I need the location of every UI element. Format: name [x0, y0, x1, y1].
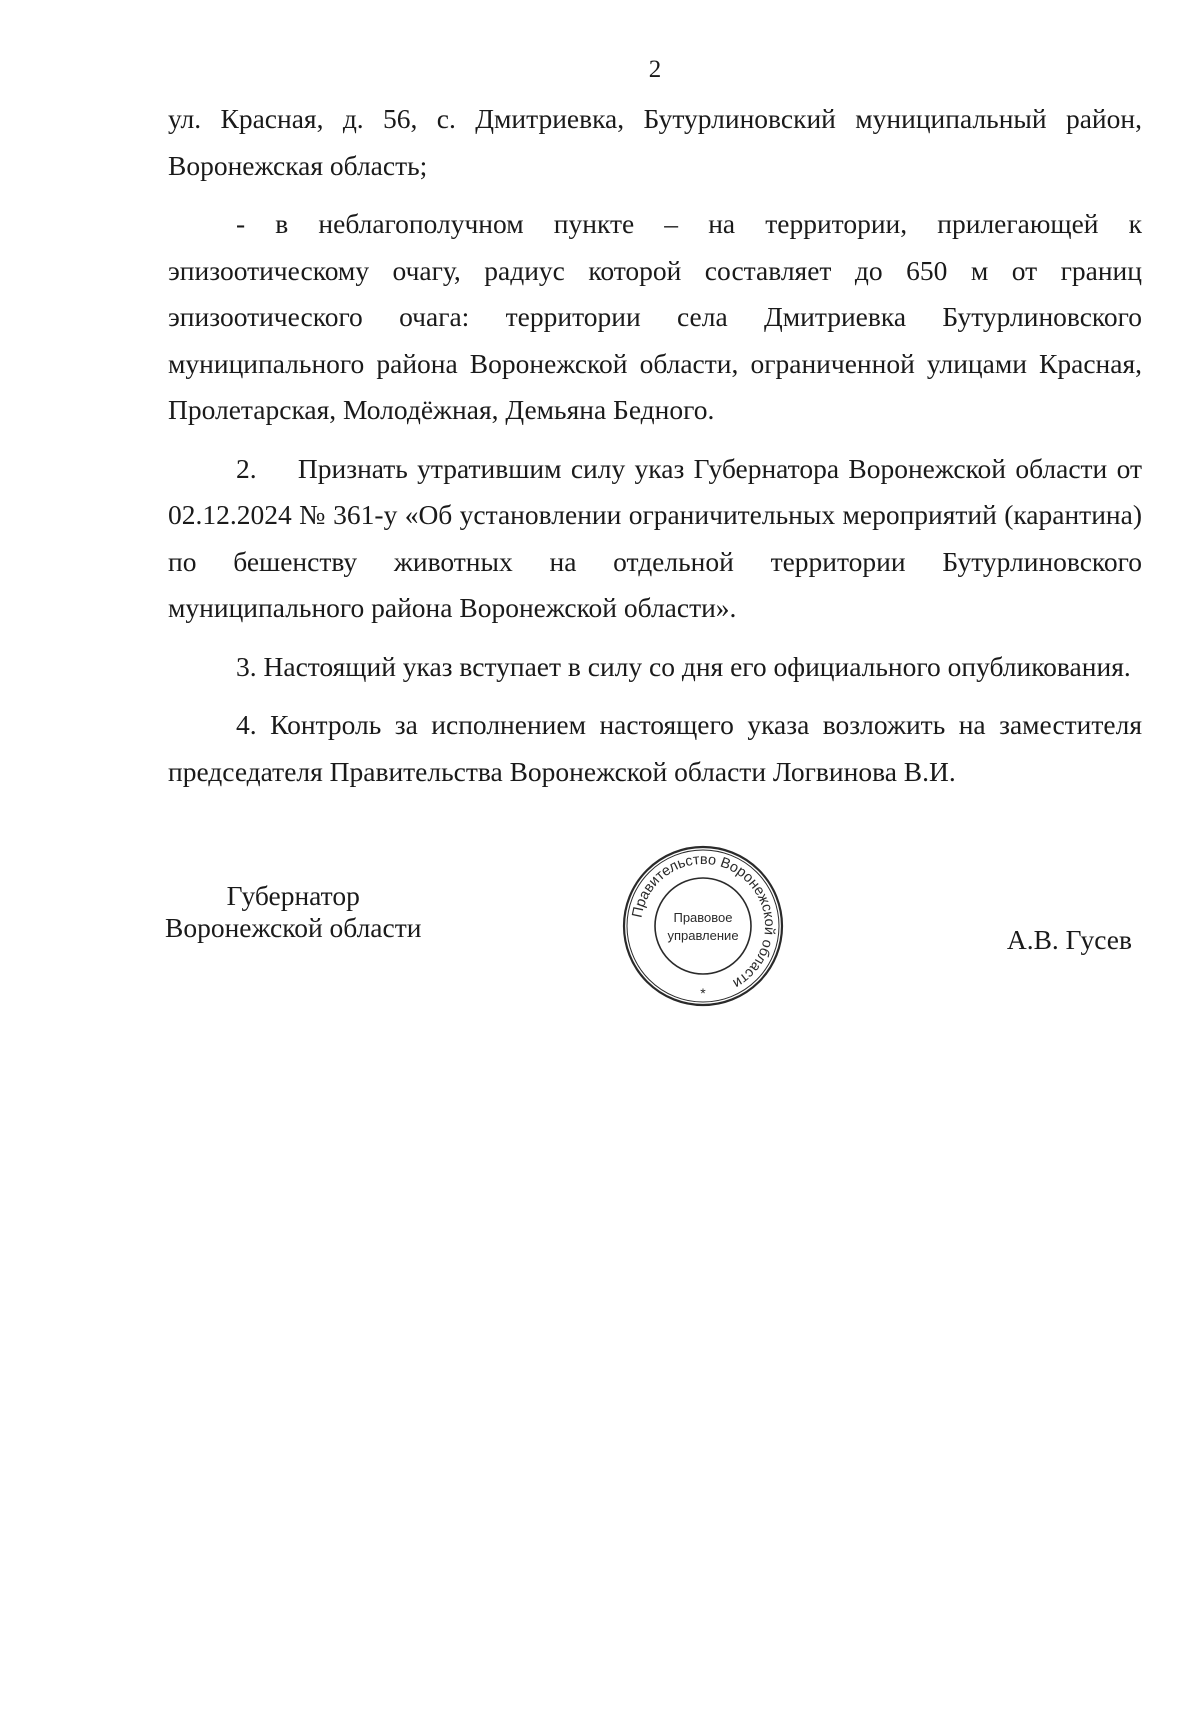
signatory-position-line2: Воронежской области: [165, 912, 422, 943]
stamp-inner-ring: [655, 878, 751, 974]
stamp-center-line2: управление: [667, 928, 739, 943]
paragraph-item-2: 2. Признать утратившим силу указ Губернатора Воронежской области от 02.12.2024 № 361-у «Об установлении ограничительных мероприятий (карантина) по бешенству животных на отдельной территории Бутурлиновского муниципального района Воронежской области».: [168, 452, 1142, 623]
signatory-name: А.В. Гусев: [1006, 924, 1132, 955]
paragraph-address: ул. Красная, д. 56, с. Дмитриевка, Бутурлиновский муниципальный район, Воронежская область;: [168, 103, 1142, 181]
official-stamp: [621, 844, 785, 1008]
signatory-position: [165, 880, 421, 944]
stamp-center-line1: Правовое: [673, 910, 733, 925]
signatory-position-line1: Губернатор: [226, 880, 360, 911]
document-body: [168, 96, 1142, 807]
paragraph-item-4: 4. Контроль за исполнением настоящего указа возложить на заместителя председателя Правительства Воронежской области Логвинова В.И.: [168, 709, 1142, 787]
stamp-star: *: [700, 985, 706, 1001]
page-number: 2: [648, 56, 662, 83]
stamp-outer-ring-inner: [627, 850, 779, 1002]
paragraph-unfavorable-area: - в неблагополучном пункте – на территории, прилегающей к эпизоотическому очагу, радиус которой составляет до 650 м от границ эпизоотического очага: территории села Дмитриевка Бутурлиновского муниципального района Воронежской области, ограниченной улицами Красная, Пролетарская, Молодёжная, Демьяна Бедного.: [168, 208, 1142, 425]
stamp-ring-text: Правительство Воронежской области: [629, 851, 778, 992]
stamp-outer-ring: [624, 847, 782, 1005]
paragraph-item-3: 3. Настоящий указ вступает в силу со дня его официального опубликования.: [236, 650, 1131, 682]
signature-block: [0, 851, 1200, 1060]
